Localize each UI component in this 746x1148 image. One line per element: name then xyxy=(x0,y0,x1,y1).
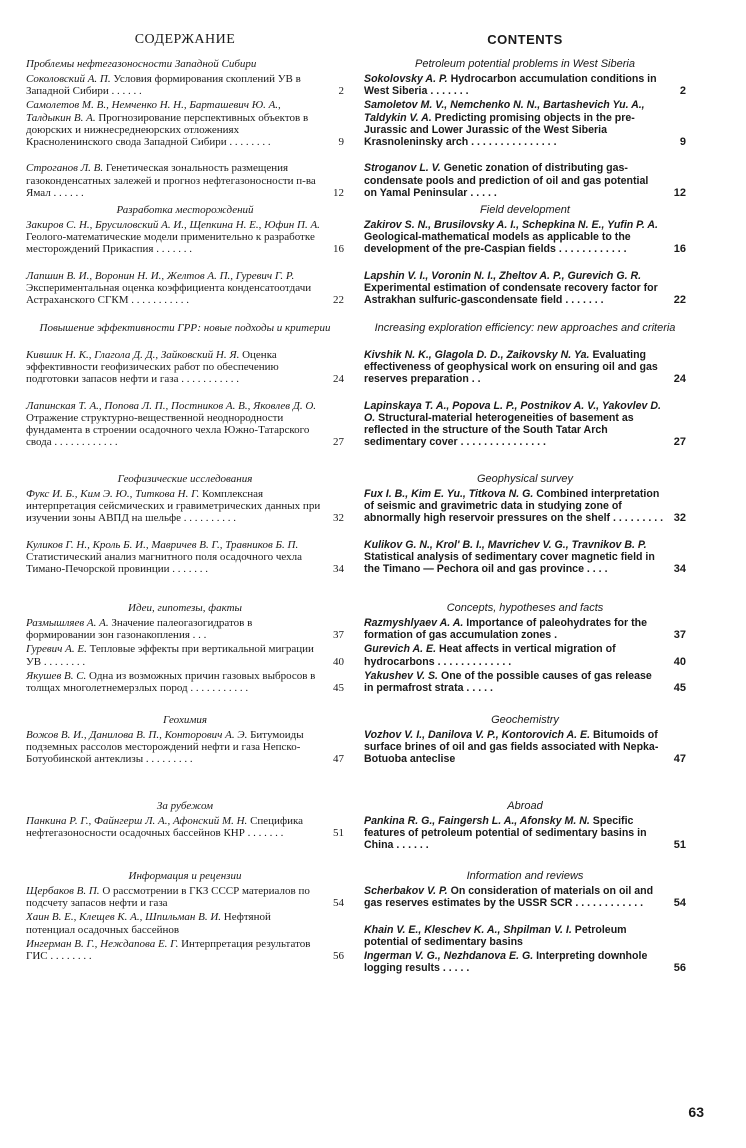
contents-entry[interactable] xyxy=(26,270,344,307)
entry-page-number: 37 xyxy=(333,629,344,642)
entry-page-number: 45 xyxy=(333,682,344,694)
entry-title: Geological-mathematical models as applicable to the development of the pre-Caspian fields . . . . . . . . . . . . xyxy=(364,231,631,256)
entry-title: Значение палеогазогидратов в формировании зон газонакопления . . . xyxy=(26,617,253,642)
entry-title: Bitumoids of surface brines of oil and gas fields associated with Nepka-Botuoba anteclise xyxy=(364,729,659,766)
entry-title: One of the possible causes of gas release in permafrost strata . . . . . xyxy=(364,669,652,694)
entry-title: Specific features of petroleum potential of sedimentary basins in China . . . . . . xyxy=(364,815,647,852)
entry-authors: Фукс И. Б., Ким Э. Ю., Титкова Н. Г. xyxy=(26,488,200,500)
contents-entry[interactable] xyxy=(364,162,686,199)
section-title: Проблемы нефтегазоносности Западной Сибири xyxy=(26,58,257,70)
section-title: Геохимия xyxy=(163,714,207,726)
section-title: Field development xyxy=(480,204,570,216)
entry-title: Комплексная интерпретация сейсмических и гравиметрических данных при изучении зоны АВПД на шельфе . . . . . . . . . . xyxy=(26,488,321,525)
entry-title: Битумоиды подземных рассолов месторождений нефти и газа Непско-Ботуобинской антеклизы . . . . . . . . . xyxy=(26,729,304,766)
entry-page-number: 9 xyxy=(338,136,344,148)
entry-authors: Панкина Р. Г., Файнгерш Л. А., Афонский М. Н. xyxy=(26,815,248,827)
entry-authors: Razmyshlyaev A. A. xyxy=(364,617,464,629)
entry-title: Combined interpretation of seismic and gravimetric data in studying zone of abnormally high reservoir pressures on the shelf . . . . . . . . . xyxy=(364,488,664,525)
contents-entry[interactable] xyxy=(364,924,686,948)
entry-title: Experimental estimation of condensate recovery factor for Astrakhan sulfuric-gascondensate field . . . . . . . xyxy=(364,282,658,307)
entry-page-number: 32 xyxy=(673,512,686,525)
entry-authors: Куликов Г. Н., Кроль Б. И., Мавричев В. Г., Травников Б. П. xyxy=(26,538,299,551)
entry-authors: Gurevich A. E. xyxy=(364,643,437,656)
entry-authors: Scherbakov V. P. xyxy=(364,885,448,897)
entry-title: Hydrocarbon accumulation conditions in West Siberia . . . . . . . xyxy=(364,73,657,98)
entry-authors: Лапшин В. И., Воронин Н. И., Желтов А. П., Гуревич Г. Р. xyxy=(26,269,295,282)
entry-title: О рассмотрении в ГКЗ СССР материалов по подсчету запасов нефти и газа xyxy=(26,885,310,910)
entry-authors: Якушев В. С. xyxy=(26,669,87,682)
contents-entry[interactable] xyxy=(364,99,686,148)
contents-entry[interactable] xyxy=(364,815,686,852)
entry-authors: Kulikov G. N., Krol' B. I., Mavrichev V. G., Travnikov B. P. xyxy=(364,538,647,551)
contents-entry[interactable] xyxy=(26,539,344,576)
entry-page-number: 40 xyxy=(333,655,344,668)
contents-entry[interactable] xyxy=(364,270,686,307)
section-title: Геофизические исследования xyxy=(117,473,253,485)
entry-page-number: 22 xyxy=(333,294,344,307)
entry-page-number: 56 xyxy=(333,950,344,962)
contents-entry[interactable] xyxy=(364,729,686,766)
contents-entry[interactable] xyxy=(364,349,686,386)
entry-authors: Хаин В. Е., Клещев К. А., Шпильман В. И. xyxy=(26,911,222,924)
entry-page-number: 16 xyxy=(333,243,344,256)
section-title: Concepts, hypotheses and facts xyxy=(446,602,604,614)
entry-authors: Zakirov S. N., Brusilovsky A. I., Schepkina N. E., Yufin P. A. xyxy=(364,219,658,231)
section-title: Разработка месторождений xyxy=(116,204,254,216)
entry-page-number: 24 xyxy=(333,373,344,386)
entry-page-number: 34 xyxy=(333,563,344,576)
contents-entry[interactable] xyxy=(26,815,344,839)
contents-entry[interactable] xyxy=(364,950,686,974)
entry-authors: Размышляев А. А. xyxy=(26,617,109,629)
entry-page-number: 56 xyxy=(673,962,686,975)
entry-authors: Samoletov M. V., Nemchenko N. N., Bartashevich Yu. A., Taldykin V. A. xyxy=(364,99,645,124)
entry-page-number: 12 xyxy=(673,186,686,199)
entry-page-number: 51 xyxy=(673,839,686,852)
contents-entry[interactable] xyxy=(26,162,344,199)
entry-page-number: 51 xyxy=(333,827,344,840)
entry-authors: Vozhov V. I., Danilova V. P., Kontorovich A. E. xyxy=(364,729,591,741)
entry-authors: Щербаков В. П. xyxy=(26,885,100,897)
entry-authors: Ingerman V. G., Nezhdanova E. G. xyxy=(364,950,534,962)
contents-entry[interactable] xyxy=(26,400,344,449)
entry-authors: Sokolovsky A. P. xyxy=(364,73,448,85)
contents-entry[interactable] xyxy=(26,488,344,525)
entry-page-number: 54 xyxy=(333,897,344,910)
entry-authors: Закиров С. Н., Брусиловский А. И., Щепкина Н. Е., Юфин П. А. xyxy=(26,219,320,231)
entry-authors: Соколовский А. П. xyxy=(26,73,111,85)
section-title: Geochemistry xyxy=(491,714,559,726)
entry-authors: Pankina R. G., Faingersh L. A., Afonsky M. N. xyxy=(364,815,590,827)
section-title: Increasing exploration efficiency: new approaches and criteria xyxy=(374,322,676,334)
section-title: За рубежом xyxy=(156,800,214,812)
contents-entry[interactable] xyxy=(364,643,686,667)
russian-contents-heading: СОДЕРЖАНИЕ xyxy=(134,32,236,47)
english-contents-heading: CONTENTS xyxy=(487,32,563,47)
entry-authors: Kivshik N. K., Glagola D. D., Zaikovsky N. Ya. xyxy=(364,349,590,361)
entry-title: Тепловые эффекты при вертикальной миграции УВ . . . . . . . . xyxy=(26,643,314,668)
contents-entry[interactable] xyxy=(26,617,344,641)
section-title: Идеи, гипотезы, факты xyxy=(128,602,242,614)
entry-page-number: 47 xyxy=(673,753,686,766)
entry-page-number: 32 xyxy=(333,512,344,525)
entry-title: Genetic zonation of distributing gas-condensate pools and prediction of oil and gas potential on Yamal Peninsular . . . . . xyxy=(364,162,649,199)
contents-entry[interactable] xyxy=(26,99,344,148)
entry-title: Отражение структурно-вещественной неоднородности фундамента в строении осадочного чехла Южно-Татарского свода . . . . . . . . . . . . xyxy=(26,412,310,449)
entry-title: Heat affects in vertical migration of hydrocarbons . . . . . . . . . . . . . xyxy=(364,643,616,668)
contents-entry[interactable] xyxy=(364,488,686,525)
entry-authors: Строганов Л. В. xyxy=(26,162,104,175)
entry-page-number: 2 xyxy=(338,85,344,98)
section-title: Petroleum potential problems in West Siberia xyxy=(415,58,635,70)
entry-title: Одна из возможных причин газовых выбросов в толщах многолетнемерзлых пород . . . . . . . . . . . xyxy=(26,669,316,694)
section-title: Повышение эффективности ГРР: новые подходы и критерии xyxy=(39,322,331,334)
contents-entry[interactable] xyxy=(26,729,344,766)
entry-title: Importance of paleohydrates for the formation of gas accumulation zones . xyxy=(364,617,647,642)
entry-authors: Fux I. B., Kim E. Yu., Titkova N. G. xyxy=(364,488,534,500)
contents-entry[interactable] xyxy=(26,885,344,909)
entry-page-number: 22 xyxy=(673,294,686,307)
entry-title: Нефтяной потенциал осадочных бассейнов xyxy=(26,911,271,936)
entry-title: Прогнозирование перспективных объектов в доюрских и нижнесреднеюрских отложениях Красноленинского свода Западной Сибири . . . . . . . . xyxy=(26,111,309,148)
contents-entry[interactable] xyxy=(26,73,344,97)
entry-title: Статистический анализ магнитного поля осадочного чехла Тимано-Печорской провинции . . . . . . . xyxy=(26,551,302,576)
contents-entry[interactable] xyxy=(26,643,344,667)
entry-authors: Lapshin V. I., Voronin N. I., Zheltov A. P., Gurevich G. R. xyxy=(364,269,642,282)
contents-entry[interactable] xyxy=(26,219,344,256)
entry-authors: Stroganov L. V. xyxy=(364,162,441,175)
contents-entry[interactable] xyxy=(364,670,686,694)
section-title: Information and reviews xyxy=(466,870,584,882)
entry-page-number: 47 xyxy=(333,753,344,766)
entry-authors: Khain V. E., Kleschev K. A., Shpilman V. I. xyxy=(364,923,572,936)
entry-title: Условия формирования скоплений УВ в Западной Сибири . . . . . . xyxy=(26,73,301,98)
entry-page-number: 45 xyxy=(673,682,686,694)
contents-entry[interactable] xyxy=(26,938,344,962)
entry-title: Petroleum potential of sedimentary basins xyxy=(364,923,627,948)
entry-page-number: 24 xyxy=(673,373,686,386)
contents-entry[interactable] xyxy=(364,219,686,256)
section-title: Abroad xyxy=(507,800,543,812)
contents-entry[interactable] xyxy=(364,885,686,909)
entry-title: Генетическая зональность размещения газоконденсатных залежей и прогноз нефтегазоносности п-ва Ямал . . . . . . xyxy=(26,162,316,199)
entry-page-number: 16 xyxy=(673,243,686,256)
contents-entry[interactable] xyxy=(26,911,344,935)
entry-page-number: 34 xyxy=(673,563,686,576)
contents-entry[interactable] xyxy=(26,349,344,386)
entry-authors: Ингерман В. Г., Неждапова Е. Г. xyxy=(26,937,179,950)
contents-entry[interactable] xyxy=(26,670,344,694)
entry-page-number: 37 xyxy=(673,629,686,642)
entry-page-number: 12 xyxy=(333,186,344,199)
contents-entry[interactable] xyxy=(364,73,686,97)
entry-authors: Вожов В. И., Данилова В. П., Конторович А. Э. xyxy=(26,729,248,741)
contents-entry[interactable] xyxy=(364,617,686,641)
entry-title: Predicting promising objects in the pre-Jurassic and Lower Jurassic of the West Siberia Krasnoleninsky arch . . . . . . . . . . . . . . . xyxy=(364,111,635,148)
entry-page-number: 27 xyxy=(333,436,344,449)
contents-entry[interactable] xyxy=(364,400,686,449)
page-number: 63 xyxy=(688,1104,704,1120)
entry-page-number: 40 xyxy=(673,655,686,668)
entry-title: Structural-material heterogeneities of basement as reflected in the structure of the South Tatar Arch sedimentary cover . . . . . . . . . . . . . . . xyxy=(364,412,634,449)
entry-title: Экспериментальная оценка коэффициента конденсатоотдачи Астраханского СГКМ . . . . . . . . . . . xyxy=(26,282,312,307)
entry-page-number: 54 xyxy=(673,897,686,910)
entry-title: Statistical analysis of sedimentary cover magnetic field in the Timano — Pechora oil and gas province . . . . xyxy=(364,551,655,576)
section-title: Информация и рецензии xyxy=(128,870,242,882)
entry-page-number: 2 xyxy=(679,85,686,98)
entry-authors: Самолетов М. В., Немченко Н. Н., Барташевич Ю. А., Талдыкин В. А. xyxy=(26,99,281,124)
section-title: Geophysical survey xyxy=(477,473,573,485)
entry-authors: Гуревич А. Е. xyxy=(26,643,87,656)
entry-title: Interpreting downhole logging results . . . . . xyxy=(364,950,648,975)
entry-authors: Кившик Н. К., Глагола Д. Д., Зайковский Н. Я. xyxy=(26,349,240,361)
entry-title: Evaluating effectiveness of geophysical work on ensuring oil and gas reserves preparation . . xyxy=(364,349,658,386)
entry-page-number: 27 xyxy=(673,436,686,449)
entry-title: Специфика нефтегазоносности осадочных бассейнов КНР . . . . . . . xyxy=(26,815,304,840)
entry-authors: Лапинская Т. А., Попова Л. П., Постников А. В., Яковлев Д. О. xyxy=(26,399,317,412)
entry-title: On consideration of materials on oil and gas reserves estimates by the USSR SCR . . . . . . . . . . . . xyxy=(364,885,654,910)
entry-title: Геолого-математические модели применительно к разработке месторождений Прикаспия . . . . . . . xyxy=(26,231,315,256)
contents-entry[interactable] xyxy=(364,539,686,576)
entry-title: Интерпретация результатов ГИС . . . . . . . . xyxy=(26,937,311,962)
entry-authors: Lapinskaya T. A., Popova L. P., Postnikov A. V., Yakovlev D. O. xyxy=(364,399,661,424)
entry-page-number: 9 xyxy=(679,136,686,148)
entry-authors: Yakushev V. S. xyxy=(364,669,439,682)
entry-title: Оценка эффективности геофизических работ по обеспечению подготовки запасов нефти и газа . . . . . . . . . . . xyxy=(26,349,279,386)
